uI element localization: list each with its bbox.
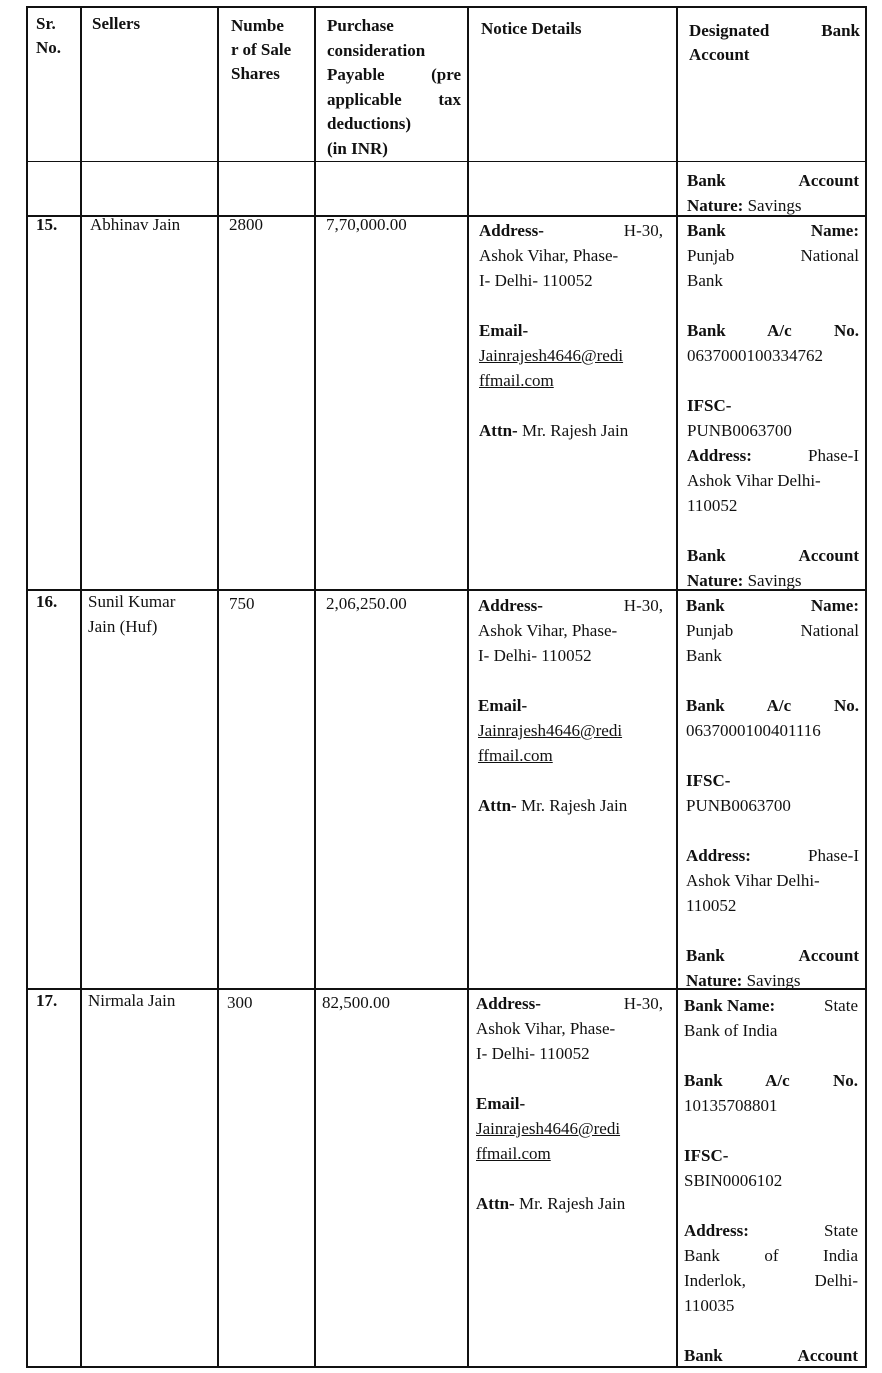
row-15-amount: 7,70,000.00 [326,215,407,234]
row-16-sr: 16. [36,592,58,611]
table-border-right [865,6,867,1368]
row-17-notice-details: Address- H-30, Ashok Vihar, Phase- I- Delhi- 110052 Email- Jainrajesh4646@redi ffmail.com Attn- Mr. Rajesh Jain [476,994,663,1213]
row-16-bank-account: Bank Name: Punjab National Bank Bank A/c No. 0637000100401116 IFSC- PUNB0063700 Address: Phase-I Ashok Vihar Delhi- 110052 Bank Account Nature: Savings [686,596,859,990]
header-purchase-consideration: Purchase consideration Payable (pre applicable tax deductions) (in INR) [327,16,461,158]
row-15-seller: Abhinav Jain [90,215,181,234]
row-17-bank-account: Bank Name: State Bank of India Bank A/c No. 10135708801 IFSC- SBIN0006102 Address: State Bank of India Inderlok, Delhi- 110035 Bank Account [684,996,858,1365]
email-link[interactable]: Jainrajesh4646@redi [479,346,624,365]
row-16-amount: 2,06,250.00 [326,594,407,613]
email-link[interactable]: Jainrajesh4646@redi [476,1119,621,1138]
column-divider-4 [467,6,469,1368]
row-16-seller: Sunil Kumar Jain (Huf) [88,592,176,636]
row-17-amount: 82,500.00 [322,993,390,1012]
table-border-top [26,6,867,8]
row-16-shares: 750 [229,594,255,613]
row-17-seller: Nirmala Jain [88,991,176,1010]
table-border-left [26,6,28,1368]
header-notice-details: Notice Details [481,19,582,38]
column-divider-3 [314,6,316,1368]
header-designated-bank-account: Designated Bank Account [689,21,860,64]
row-divider-header [26,161,867,162]
row-15-notice-details: Address- H-30, Ashok Vihar, Phase- I- Delhi- 110052 Email- Jainrajesh4646@redi ffmail.com Attn- Mr. Rajesh Jain [479,221,663,440]
header-number-of-shares: Numbe r of Sale Shares [231,16,292,83]
row-15-shares: 2800 [229,215,263,234]
column-divider-5 [676,6,678,1368]
row-17-sr: 17. [36,991,58,1010]
row-15-bank-account: Bank Name: Punjab National Bank Bank A/c No. 0637000100334762 IFSC- PUNB0063700 Address: Phase-I Ashok Vihar Delhi- 110052 Bank Account Nature: Savings [687,221,859,590]
carryover-bank-nature: Bank Account Nature: Savings [687,171,859,215]
row-16-notice-details: Address- H-30, Ashok Vihar, Phase- I- Delhi- 110052 Email- Jainrajesh4646@redi ffmail.com Attn- Mr. Rajesh Jain [478,596,663,815]
column-divider-1 [80,6,82,1368]
header-sr-no: Sr. No. [36,14,62,57]
row-17-shares: 300 [227,993,253,1012]
row-15-sr: 15. [36,215,58,234]
column-divider-2 [217,6,219,1368]
header-sellers: Sellers [92,14,141,33]
email-link[interactable]: Jainrajesh4646@redi [478,721,623,740]
